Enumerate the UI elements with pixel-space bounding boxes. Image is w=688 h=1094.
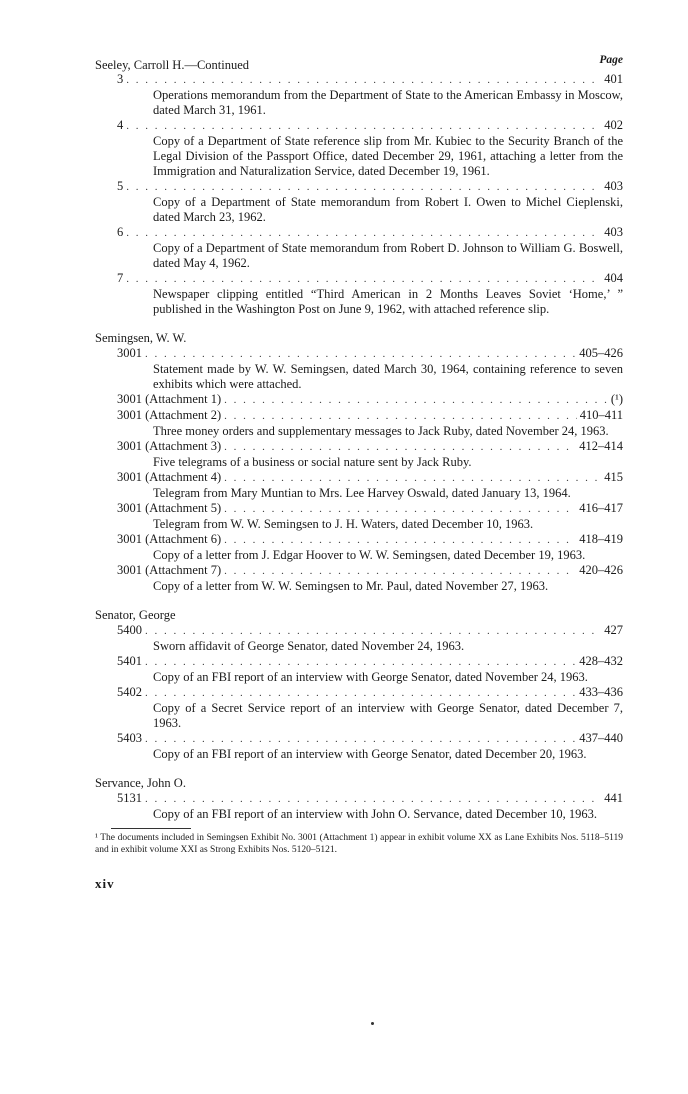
leader-dots (145, 686, 576, 701)
exhibit-description: Copy of a Department of State reference slip from Mr. Kubiec to the Security Branch of the Legal Division of the Passport Office, dated December 29, 1961, attaching a letter from the Immigration and Naturalization Service, dated December 19, 1961. (153, 134, 623, 178)
exhibit-description: Operations memorandum from the Department of State to the American Embassy in Moscow, dated March 31, 1961. (153, 88, 623, 117)
exhibit-description: Copy of an FBI report of an interview with John O. Servance, dated December 10, 1963. (153, 807, 597, 821)
exhibit-line (95, 439, 623, 455)
exhibit-number: 5402 (117, 685, 142, 699)
exhibit-number: 3001 (Attachment 2) (117, 408, 222, 422)
exhibit-page: 401 (604, 72, 623, 86)
leader-dots (145, 792, 601, 807)
exhibit-number: 3001 (Attachment 7) (117, 563, 222, 577)
exhibit-number: 3 (117, 72, 124, 86)
exhibit-description: Copy of a Department of State memorandum from Robert D. Johnson to William G. Boswell, dated May 4, 1962. (153, 241, 623, 270)
continued-title: Seeley, Carroll H.—Continued (95, 58, 250, 72)
exhibit-line (95, 118, 623, 134)
page-header (95, 54, 623, 72)
exhibit-description: Copy of a Secret Service report of an interview with George Senator, dated December 7, 1963. (153, 701, 623, 730)
subject-spacer (95, 762, 623, 776)
leader-dots (145, 347, 576, 362)
exhibit-page: 410–411 (579, 408, 623, 422)
subject-block (95, 776, 623, 822)
subject-name: Servance, John O. (95, 776, 186, 790)
exhibit-page: 412–414 (579, 439, 623, 453)
exhibit-line (95, 654, 623, 670)
exhibit-number: 5403 (117, 731, 142, 745)
subject-block (95, 608, 623, 762)
exhibit-description: Statement made by W. W. Semingsen, dated March 30, 1964, containing reference to seven exhibits which were attached. (153, 362, 623, 391)
index-page (95, 54, 623, 892)
leader-dots (224, 564, 576, 579)
page-column-label: Page (599, 54, 623, 66)
exhibit-description: Sworn affidavit of George Senator, dated November 24, 1963. (153, 639, 465, 653)
leader-dots (224, 409, 577, 424)
index-entries (95, 72, 623, 822)
exhibit-page: 427 (604, 623, 623, 637)
exhibit-page: 415 (604, 470, 623, 484)
exhibit-line (95, 563, 623, 579)
exhibit-description: Copy of a Department of State memorandum from Robert I. Owen to Michel Cieplenski, dated March 23, 1962. (153, 195, 623, 224)
exhibit-page: 433–436 (579, 685, 623, 699)
exhibit-page: 441 (604, 791, 623, 805)
exhibit-page: 402 (604, 118, 623, 132)
exhibit-line (95, 731, 623, 747)
exhibit-number: 3001 (117, 346, 142, 360)
exhibit-description: Telegram from W. W. Semingsen to J. H. Waters, dated December 10, 1963. (153, 517, 534, 531)
exhibit-page: (¹) (610, 392, 623, 406)
leader-dots (224, 393, 608, 408)
exhibit-description: Copy of a letter from J. Edgar Hoover to W. W. Semingsen, dated December 19, 1963. (153, 548, 586, 562)
exhibit-line (95, 470, 623, 486)
exhibit-page: 418–419 (579, 532, 623, 546)
exhibit-number: 3001 (Attachment 5) (117, 501, 222, 515)
exhibit-line (95, 501, 623, 517)
exhibit-page: 403 (604, 179, 623, 193)
subject-spacer (95, 317, 623, 331)
footnote: ¹ The documents included in Semingsen Exhibit No. 3001 (Attachment 1) appear in exhibit volume XX as Lane Exhibits Nos. 5118–5119 and in exhibit volume XXI as Strong Exhibits Nos. 5120–5121. (95, 833, 623, 855)
exhibit-page: 428–432 (579, 654, 623, 668)
subject-block (95, 331, 623, 594)
leader-dots (126, 272, 601, 287)
page-folio: xiv (95, 876, 115, 891)
leader-dots (126, 180, 601, 195)
exhibit-number: 5 (117, 179, 124, 193)
leader-dots (224, 471, 601, 486)
exhibit-number: 5401 (117, 654, 142, 668)
exhibit-page: 404 (604, 271, 623, 285)
leader-dots (224, 440, 576, 455)
exhibit-number: 5400 (117, 623, 142, 637)
leader-dots (145, 655, 576, 670)
leader-dots (126, 226, 601, 241)
exhibit-description: Copy of an FBI report of an interview with George Senator, dated November 24, 1963. (153, 670, 588, 684)
exhibit-number: 3001 (Attachment 1) (117, 392, 222, 406)
subject-spacer (95, 594, 623, 608)
exhibit-line (95, 179, 623, 195)
exhibit-line (95, 685, 623, 701)
exhibit-number: 3001 (Attachment 6) (117, 532, 222, 546)
leader-dots (126, 119, 601, 134)
leader-dots (145, 624, 601, 639)
exhibit-page: 437–440 (579, 731, 623, 745)
exhibit-page: 416–417 (579, 501, 623, 515)
exhibit-number: 4 (117, 118, 124, 132)
leader-dots (126, 73, 601, 88)
exhibit-page: 420–426 (579, 563, 623, 577)
exhibit-line (95, 532, 623, 548)
exhibit-line (95, 791, 623, 807)
exhibit-number: 7 (117, 271, 124, 285)
leader-dots (224, 502, 576, 517)
exhibit-line (95, 392, 623, 408)
subject-name: Senator, George (95, 608, 176, 622)
exhibit-description: Copy of a letter from W. W. Semingsen to Mr. Paul, dated November 27, 1963. (153, 579, 549, 593)
exhibit-description: Telegram from Mary Muntian to Mrs. Lee Harvey Oswald, dated January 13, 1964. (153, 486, 571, 500)
exhibit-line (95, 72, 623, 88)
exhibit-number: 6 (117, 225, 124, 239)
subject-block (95, 72, 623, 317)
exhibit-number: 3001 (Attachment 3) (117, 439, 222, 453)
exhibit-line (95, 408, 623, 424)
leader-dots (145, 732, 576, 747)
exhibit-description: Copy of an FBI report of an interview with George Senator, dated December 20, 1963. (153, 747, 587, 761)
exhibit-line (95, 346, 623, 362)
exhibit-description: Three money orders and supplementary messages to Jack Ruby, dated November 24, 1963. (153, 424, 609, 438)
exhibit-description: Five telegrams of a business or social nature sent by Jack Ruby. (153, 455, 472, 469)
exhibit-description: Newspaper clipping entitled “Third American in 2 Months Leaves Soviet ‘Home,’ ” published in the Washington Post on June 9, 1962, with attached reference slip. (153, 287, 623, 316)
exhibit-number: 5131 (117, 791, 142, 805)
exhibit-line (95, 271, 623, 287)
exhibit-line (95, 225, 623, 241)
exhibit-page: 405–426 (579, 346, 623, 360)
subject-name: Semingsen, W. W. (95, 331, 187, 345)
exhibit-line (95, 623, 623, 639)
print-speck (371, 1022, 374, 1025)
exhibit-number: 3001 (Attachment 4) (117, 470, 222, 484)
leader-dots (224, 533, 576, 548)
exhibit-page: 403 (604, 225, 623, 239)
footnote-rule (111, 828, 191, 829)
